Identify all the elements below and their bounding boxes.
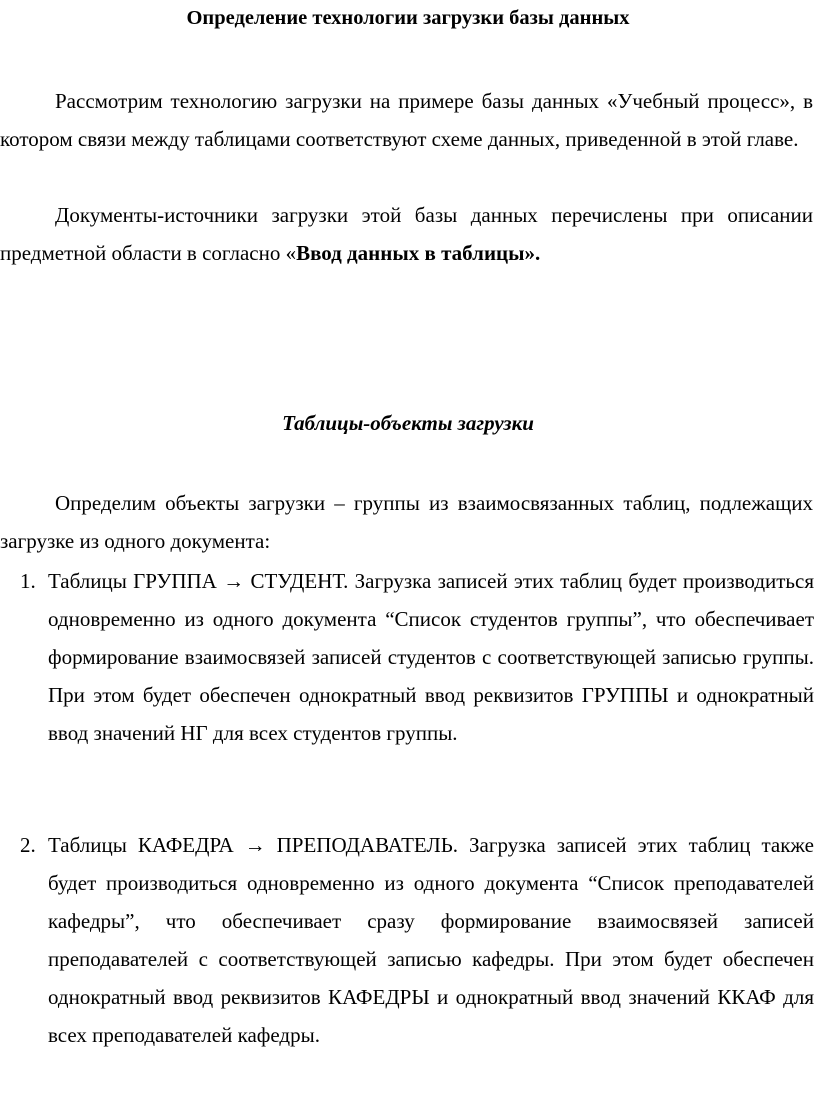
list-item-number: 1. [20, 569, 36, 593]
list-item-text: Таблицы КАФЕДРА → ПРЕПОДАВАТЕЛЬ. Загрузка записей этих таблиц также будет производиться одновременно из одного документа “Список преподавателей кафедры”, что обеспечивает сразу формирование взаимосвязей записей преподавателей с соответствующей записью кафедры. При этом будет обеспечен однократный ввод реквизитов КАФЕДРЫ и однократный ввод значений ККАФ для всех преподавателей кафедры. [48, 833, 814, 1047]
paragraph-intro: Рассмотрим технологию загрузки на примере базы данных «Учебный процесс», в котором связи между таблицами соответствуют схеме данных, приведенной в этой главе. [0, 89, 813, 151]
list-item-number: 2. [20, 833, 36, 857]
section-subtitle: Таблицы-объекты загрузки [282, 411, 534, 435]
paragraph-objects: Определим объекты загрузки – группы из взаимосвязанных таблиц, подлежащих загрузке из одного документа: [0, 491, 813, 553]
document-title: Определение технологии загрузки базы данных [186, 7, 630, 29]
paragraph-sources [0, 196, 813, 272]
paragraph-sources-bold: Ввод данных в таблицы». [296, 241, 541, 265]
list-item-text: Таблицы ГРУППА → СТУДЕНТ. Загрузка записей этих таблиц будет производиться одновременно из одного документа “Список студентов группы”, что обеспечивает формирование взаимосвязей записей студентов с соответствующей записью группы. При этом будет обеспечен однократный ввод реквизитов ГРУППЫ и однократный ввод значений НГ для всех студентов группы. [48, 569, 814, 745]
paragraph-sources-text: Документы-источники загрузки этой базы данных перечислены при описании предметной области в согласно « [0, 203, 813, 265]
